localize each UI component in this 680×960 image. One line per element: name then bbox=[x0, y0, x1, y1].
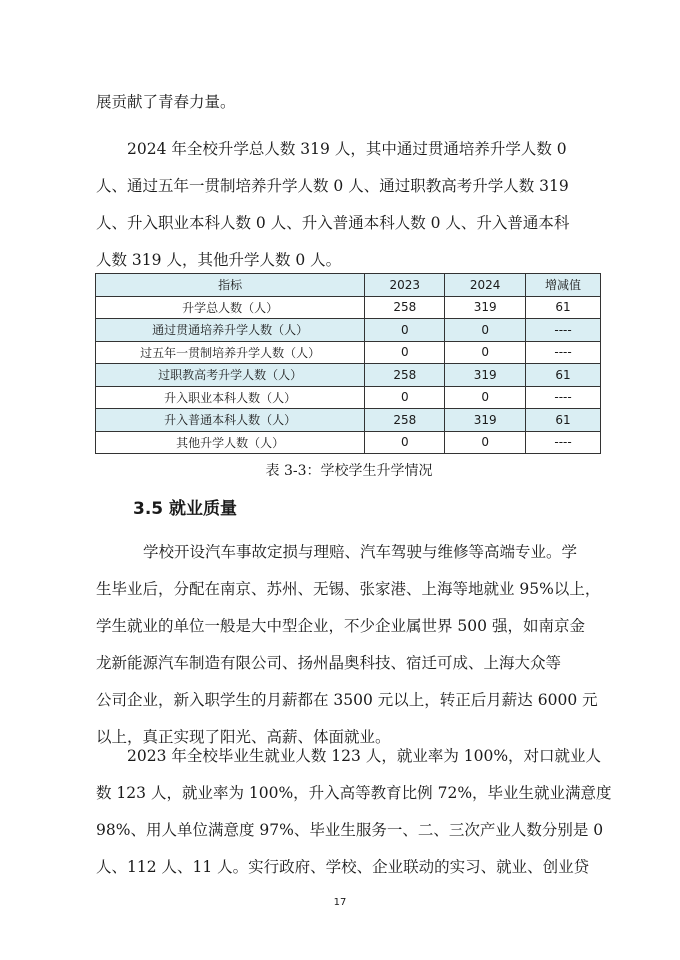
header-change: 增减值 bbox=[526, 274, 601, 297]
table-caption: 表 3-3：学校学生升学情况 bbox=[265, 463, 433, 479]
cell-2023: 0 bbox=[365, 431, 445, 454]
cell-2023: 258 bbox=[365, 296, 445, 319]
text-line: 98%、用人单位满意度 97%、毕业生服务一、二、三次产业人数分别是 0 bbox=[96, 821, 604, 839]
text-line: 以上，真正实现了阳光、高薪、体面就业。 bbox=[96, 728, 391, 746]
paragraph-employment bbox=[96, 534, 601, 756]
header-2024: 2024 bbox=[445, 274, 526, 297]
cell-2023: 258 bbox=[365, 409, 445, 432]
cell-2023: 0 bbox=[365, 386, 445, 409]
text-line: 展贡献了青春力量。 bbox=[96, 93, 236, 111]
table-row bbox=[96, 296, 601, 319]
cell-2024: 319 bbox=[445, 409, 526, 432]
cell-change: ---- bbox=[526, 431, 601, 454]
cell-indicator: 升入普通本科人数（人） bbox=[96, 409, 365, 432]
cell-indicator: 过职教高考升学人数（人） bbox=[96, 364, 365, 387]
table-row bbox=[96, 431, 601, 454]
cell-indicator: 通过贯通培养升学人数（人） bbox=[96, 319, 365, 342]
cell-2024: 0 bbox=[445, 386, 526, 409]
text-line: 生毕业后，分配在南京、苏州、无锡、张家港、上海等地就业 95%以上， bbox=[96, 580, 601, 598]
text-line: 学校开设汽车事故定损与理赔、汽车驾驶与维修等高端专业。学 bbox=[143, 543, 578, 561]
text-line: 龙新能源汽车制造有限公司、扬州晶奥科技、宿迁可成、上海大众等 bbox=[96, 654, 562, 672]
text-line: 2023 年全校毕业生就业人数 123 人，就业率为 100%，对口就业人 bbox=[127, 747, 602, 765]
paragraph-intro-tail bbox=[96, 84, 596, 121]
paragraph-employment-stats bbox=[96, 738, 612, 886]
text-line: 人数 319 人，其他升学人数 0 人。 bbox=[96, 251, 342, 269]
page-number: 17 bbox=[333, 897, 347, 908]
cell-2024: 0 bbox=[445, 431, 526, 454]
cell-2023: 0 bbox=[365, 319, 445, 342]
header-indicator: 指标 bbox=[96, 274, 365, 297]
cell-change: 61 bbox=[526, 409, 601, 432]
cell-indicator: 升学总人数（人） bbox=[96, 296, 365, 319]
cell-change: ---- bbox=[526, 319, 601, 342]
cell-change: 61 bbox=[526, 296, 601, 319]
further-education-table bbox=[95, 273, 601, 454]
cell-2024: 319 bbox=[445, 364, 526, 387]
text-line: 学生就业的单位一般是大中型企业，不少企业属世界 500 强，如南京金 bbox=[96, 617, 585, 635]
cell-change: 61 bbox=[526, 364, 601, 387]
table-row bbox=[96, 409, 601, 432]
cell-indicator: 升入职业本科人数（人） bbox=[96, 386, 365, 409]
text-line: 公司企业，新入职学生的月薪都在 3500 元以上，转正后月薪达 6000 元 bbox=[96, 691, 598, 709]
cell-2024: 0 bbox=[445, 341, 526, 364]
cell-2024: 319 bbox=[445, 296, 526, 319]
cell-indicator: 其他升学人数（人） bbox=[96, 431, 365, 454]
text-line: 人、通过五年一贯制培养升学人数 0 人、通过职教高考升学人数 319 bbox=[96, 177, 569, 195]
table-row bbox=[96, 319, 601, 342]
paragraph-further-education bbox=[96, 131, 596, 279]
cell-change: ---- bbox=[526, 341, 601, 364]
cell-2023: 0 bbox=[365, 341, 445, 364]
section-heading: 3.5 就业质量 bbox=[133, 499, 238, 519]
header-2023: 2023 bbox=[365, 274, 445, 297]
cell-2024: 0 bbox=[445, 319, 526, 342]
text-line: 数 123 人，就业率为 100%，升入高等教育比例 72%，毕业生就业满意度 bbox=[96, 784, 612, 802]
text-line: 人、升入职业本科人数 0 人、升入普通本科人数 0 人、升入普通本科 bbox=[96, 214, 570, 232]
cell-change: ---- bbox=[526, 386, 601, 409]
table-header-row bbox=[96, 274, 601, 297]
cell-2023: 258 bbox=[365, 364, 445, 387]
text-line: 人、112 人、11 人。实行政府、学校、企业联动的实习、就业、创业贷 bbox=[96, 858, 590, 876]
table-row bbox=[96, 364, 601, 387]
text-line: 2024 年全校升学总人数 319 人，其中通过贯通培养升学人数 0 bbox=[127, 140, 567, 158]
table-row bbox=[96, 386, 601, 409]
cell-indicator: 过五年一贯制培养升学人数（人） bbox=[96, 341, 365, 364]
table-row bbox=[96, 341, 601, 364]
